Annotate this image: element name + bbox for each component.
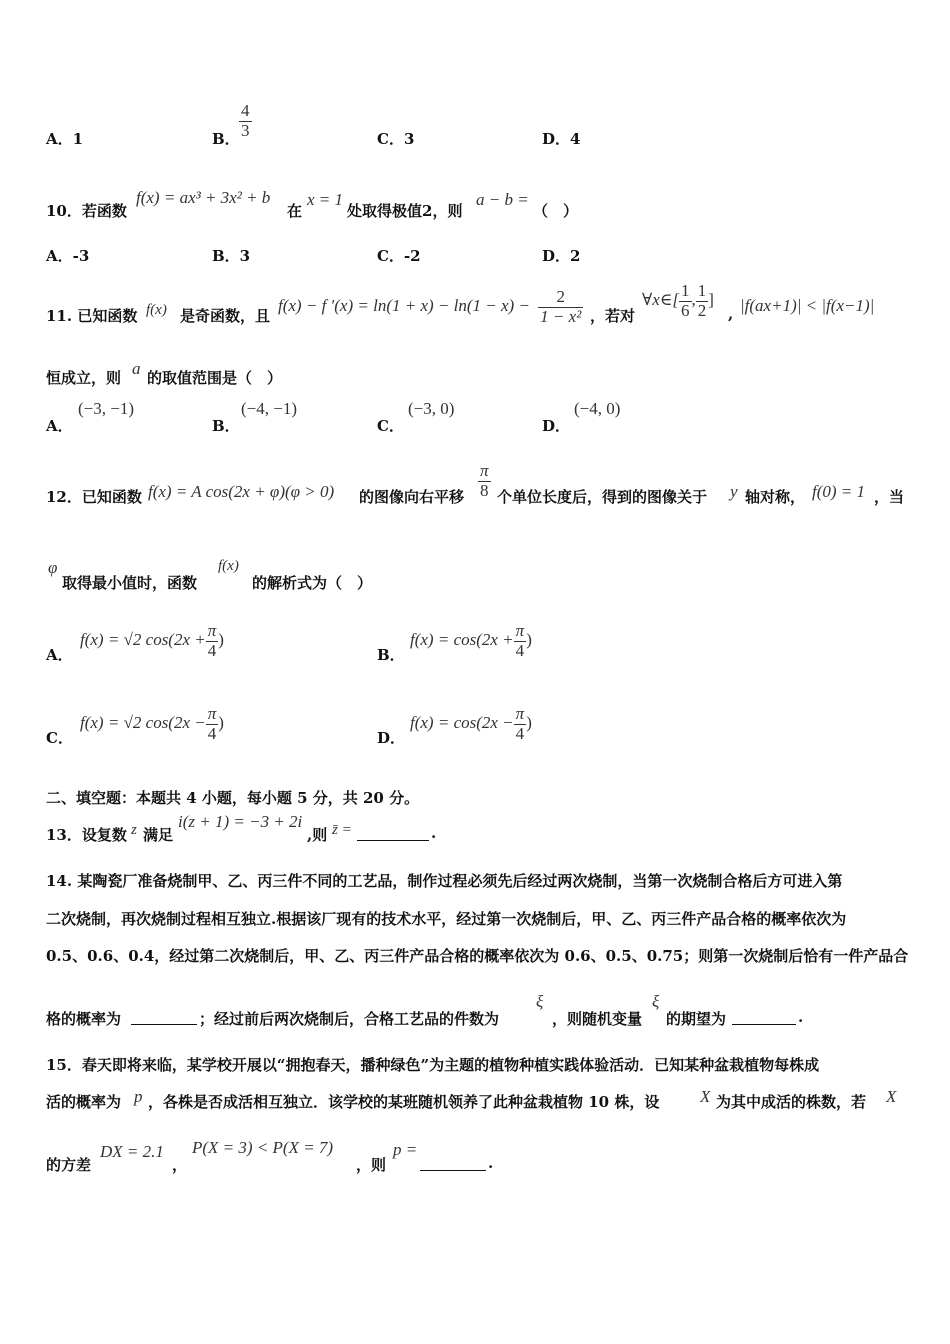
q13-end: .: [431, 824, 437, 842]
q12-text: 的图像向右平移: [359, 488, 465, 506]
q14-text: 14. 某陶瓷厂准备烧制甲、乙、丙三件不同的工艺品，制作过程必须先后经过两次烧制，当第一次烧制合格后方可进入第: [46, 872, 843, 890]
q15-probability: P(X = 3) < P(X = 7): [192, 1138, 334, 1157]
q12-text: 取得最小值时，函数: [62, 574, 198, 592]
q11-option-d-value: (−4, 0): [574, 399, 621, 418]
q12-text: 个单位长度后，得到的图像关于: [497, 488, 708, 506]
q11-line2: [0, 355, 950, 395]
q15-text: 活的概率为: [46, 1093, 122, 1111]
q9-option-c: C．3: [377, 130, 415, 148]
q12-option-c: C．: [46, 729, 73, 747]
q11-text: 是奇函数，且: [180, 307, 271, 325]
q13-lead: 13．设复数: [46, 826, 127, 844]
q10-text: 处取得极值2，则: [347, 202, 463, 220]
q15-variance: DX = 2.1: [100, 1142, 164, 1161]
q11-option-c: C．: [377, 417, 404, 435]
q15-line2: [0, 1085, 950, 1125]
q11-option-c-value: (−3, 0): [408, 399, 455, 418]
q12-text: 轴对称，: [745, 488, 806, 506]
q14-end: .: [798, 1008, 804, 1026]
q11-text: 恒成立，则: [46, 369, 122, 387]
q11-fx: f(x): [146, 302, 167, 318]
q15-text: 为其中成活的株数，若: [716, 1093, 867, 1111]
q9-option-a: A．1: [46, 130, 84, 148]
q11-stem: 11. 已知函数 f(x) 是奇函数，且 f(x) − f ′(x) = ln(1 + x) − ln(1 − x) − $\frac{2}{\text{1 − x²}}$ ，若对 ∀x∈[ $\frac{1}{6}$ , $\frac{1}{2}$ ] , |f(ax+1)| < |f(x−1)|: [46, 281, 875, 326]
q14-xi: ξ: [652, 992, 660, 1011]
q10-option-c: C．-2: [377, 247, 421, 265]
q12-option-b-formula: f(x) = cos(2x + $\frac{\pi}{4}$ ): [410, 621, 532, 660]
q10-expression: a − b =: [476, 190, 529, 209]
q11-option-a-value: (−3, −1): [78, 399, 134, 418]
q15-p: p: [134, 1087, 143, 1106]
q14-line4: [0, 990, 950, 1030]
q9-option-b-label: B．: [212, 130, 240, 148]
q13-answer-blank[interactable]: [357, 840, 429, 841]
q15-text: ，则: [356, 1156, 387, 1174]
q15-p-eq: p =: [393, 1140, 418, 1159]
q12-phi: φ: [48, 558, 58, 577]
q14-line2: [0, 908, 950, 948]
q14-xi: ξ: [536, 992, 544, 1011]
q14-text: 格的概率为: [46, 1010, 122, 1028]
q13-zbar: z̄ =: [332, 822, 352, 838]
q12-options-cd: [0, 703, 950, 753]
q13-text: 满足: [143, 826, 174, 844]
q10-option-d: D．2: [542, 247, 581, 265]
q10-text: 在: [287, 202, 303, 220]
q15-X: X: [886, 1087, 897, 1106]
q11-lead: 11. 已知函数: [46, 307, 138, 325]
q14-answer-blank-2[interactable]: [732, 1024, 796, 1025]
q10-paren: （ ）: [533, 202, 579, 220]
q11-var-a: a: [132, 359, 141, 378]
q10-function: f(x) = ax³ + 3x² + b: [136, 188, 271, 207]
q15-text: 的方差: [46, 1156, 92, 1174]
q14-text: 0.5、0.6、0.4，经过第二次烧制后，甲、乙、丙三件产品合格的概率依次为 0.6、0.5、0.75；则第一次烧制后恰有一件产品合: [46, 947, 909, 965]
q13-z: z: [131, 822, 137, 838]
q15-line3: [0, 1138, 950, 1178]
q14-line3: [0, 945, 950, 985]
q12-condition: f(0) = 1: [812, 482, 866, 501]
q9-options: [0, 100, 950, 160]
q12-shift: $\frac{\pi}{8}$: [480, 461, 489, 500]
q15-text: 15．春天即将来临，某学校开展以“拥抱春天，播种绿色”为主题的植物种植实践体验活动．已知某种盆栽植物每株成: [46, 1056, 820, 1074]
section-title: 二、填空题：本题共 4 小题，每小题 5 分，共 20 分。: [46, 789, 420, 807]
q11-text: 的取值范围是（ ）: [147, 369, 283, 387]
q12-option-b: B．: [377, 646, 405, 664]
q11-interval: ∀x∈[ $\frac{1}{6}$ , $\frac{1}{2}$ ]: [642, 281, 714, 320]
q14-text: 的期望为: [666, 1010, 727, 1028]
q14-text: 二次烧制，再次烧制过程相互独立.根据该厂现有的技术水平，经过第一次烧制后，甲、乙、丙三件产品合格的概率依次为: [46, 910, 847, 928]
q10-option-a: A．-3: [46, 247, 90, 265]
q11-equation: f(x) − f ′(x) = ln(1 + x) − ln(1 − x) − $\frac{2}{\text{1 − x²}}$: [278, 287, 582, 326]
q9-option-b-fraction: $\frac{4}{3}$: [241, 101, 250, 140]
q12-options-ab: [0, 620, 950, 670]
q15-answer-blank[interactable]: [420, 1170, 486, 1171]
q11-text: ，若对: [590, 307, 636, 325]
q9-option-d: D．4: [542, 130, 581, 148]
q12-fx: f(x): [218, 558, 239, 574]
q11-option-d: D．: [542, 417, 571, 435]
q12-option-a: A．: [46, 646, 73, 664]
q14-answer-blank-1[interactable]: [131, 1024, 197, 1025]
q12-line2: [0, 558, 950, 598]
q15-text: ，各株是否成活相互独立．该学校的某班随机领养了此种盆栽植物 10 株，设: [148, 1093, 660, 1111]
q15-text: ，: [172, 1156, 188, 1174]
q10-options: [0, 245, 950, 285]
q10-option-b: B．3: [212, 247, 251, 265]
q14-line1: [0, 870, 950, 910]
q12-option-d: D．: [377, 729, 406, 747]
q12-text: 的解析式为（ ）: [252, 574, 373, 592]
q13-stem: [0, 810, 950, 850]
q11-option-b-value: (−4, −1): [241, 399, 297, 418]
q10-condition: x = 1: [307, 190, 344, 209]
q12-stem: [0, 462, 950, 512]
q12-lead: 12．已知函数: [46, 488, 142, 506]
q12-function: f(x) = A cos(2x + φ)(φ > 0): [148, 482, 335, 501]
q12-option-a-formula: f(x) = √2 cos(2x + $\frac{\pi}{4}$ ): [80, 621, 224, 660]
q15-end: .: [488, 1154, 494, 1172]
q12-option-d-formula: f(x) = cos(2x − $\frac{\pi}{4}$ ): [410, 704, 532, 743]
q12-text: ，当: [874, 488, 905, 506]
q11-options: [0, 395, 950, 435]
q11-option-b: B．: [212, 417, 240, 435]
q10-stem: [0, 188, 950, 228]
q14-text: ，则随机变量: [552, 1010, 643, 1028]
q15-X: X: [700, 1087, 711, 1106]
q11-inequality: |f(ax+1)| < |f(x−1)|: [740, 296, 875, 315]
q14-text: ；经过前后两次烧制后，合格工艺品的件数为: [199, 1010, 500, 1028]
q13-equation: i(z + 1) = −3 + 2i: [178, 812, 303, 831]
q10-lead: 10．若函数: [46, 202, 127, 220]
q12-axis: y: [730, 482, 738, 501]
q13-text: ,则: [307, 826, 328, 844]
q11-option-a: A．: [46, 417, 73, 435]
q12-option-c-formula: f(x) = √2 cos(2x − $\frac{\pi}{4}$ ): [80, 704, 224, 743]
